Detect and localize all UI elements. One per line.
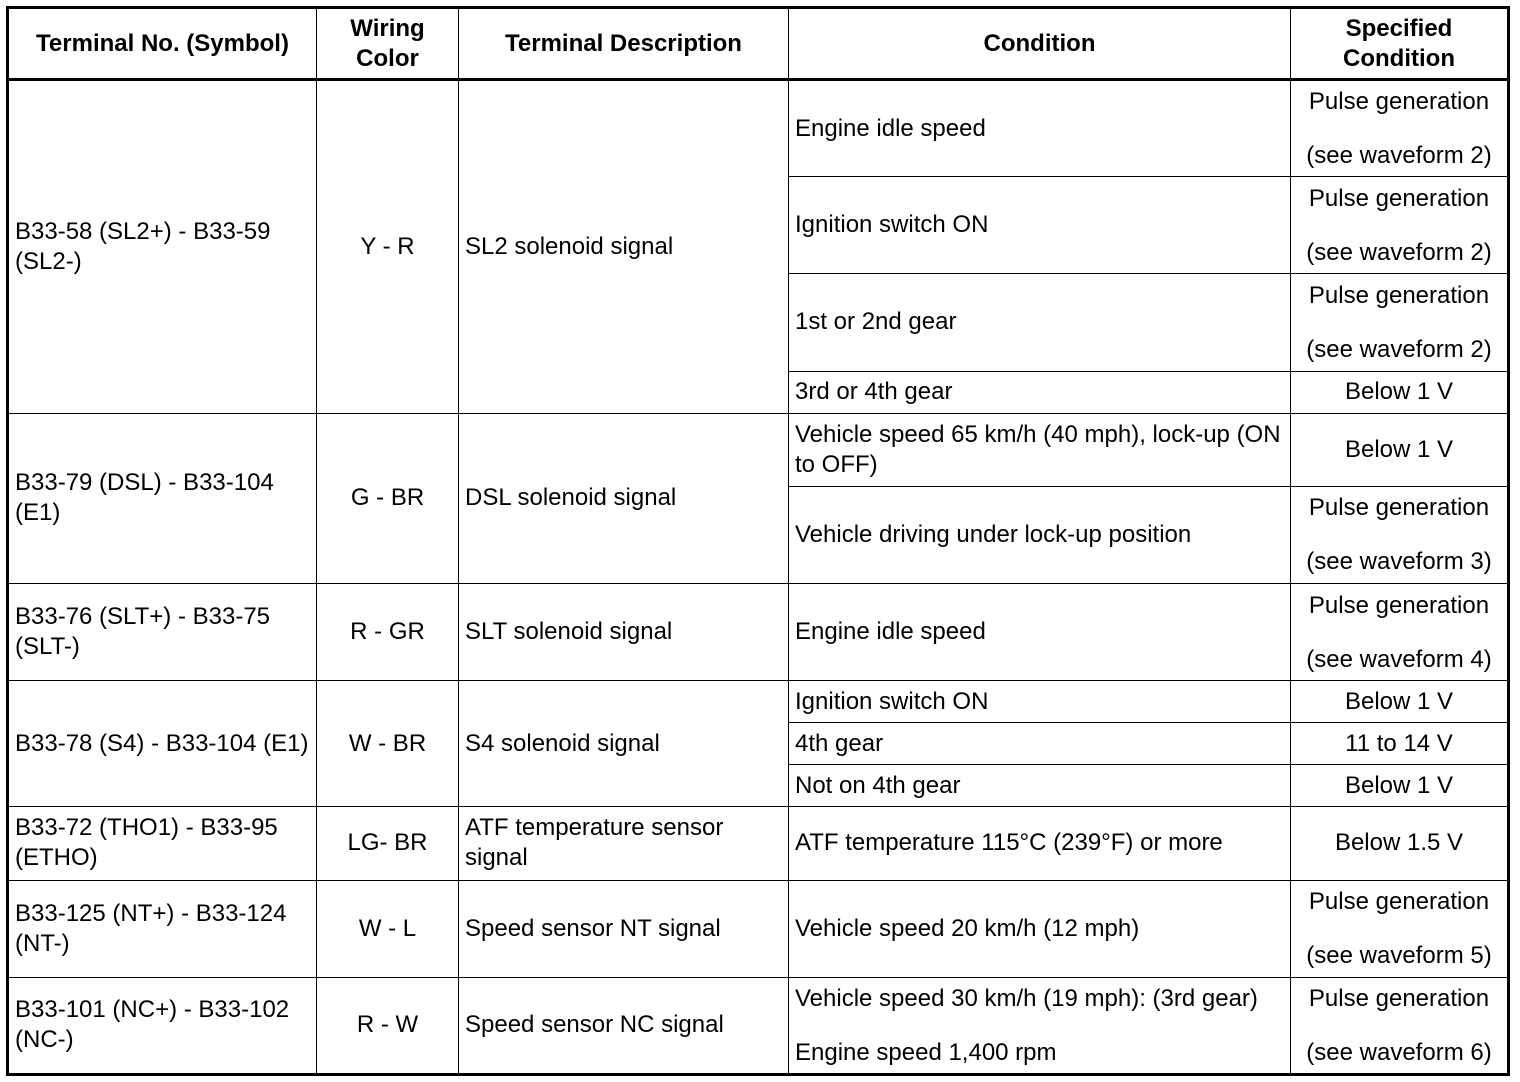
- condition-line-1: Vehicle speed 30 km/h (19 mph): (3rd gear): [795, 984, 1258, 1012]
- wiring-color-cell: R - W: [317, 977, 459, 1074]
- specified-condition-cell: Below 1 V: [1291, 371, 1509, 413]
- specified-condition-cell: [1291, 80, 1509, 177]
- spec-line-1: Pulse generation: [1308, 494, 1490, 522]
- condition-cell: Engine idle speed: [789, 583, 1291, 680]
- specified-condition-cell: [1291, 880, 1509, 977]
- wiring-color-cell: G - BR: [317, 413, 459, 583]
- terminal-cell: B33-101 (NC+) - B33-102 (NC-): [8, 977, 317, 1074]
- header-specified-condition: Specified Condition: [1291, 8, 1509, 80]
- spec-line-1: Pulse generation: [1308, 88, 1490, 116]
- description-cell: SLT solenoid signal: [459, 583, 789, 680]
- condition-cell: Ignition switch ON: [789, 681, 1291, 723]
- spec-line-1: Pulse generation: [1308, 888, 1490, 916]
- description-cell: Speed sensor NT signal: [459, 880, 789, 977]
- specified-condition-cell: Below 1.5 V: [1291, 807, 1509, 880]
- spec-line-2: (see waveform 5): [1306, 942, 1492, 970]
- wiring-color-cell: W - BR: [317, 681, 459, 807]
- terminal-spec-table: [6, 6, 1510, 1076]
- condition-cell: 3rd or 4th gear: [789, 371, 1291, 413]
- wiring-color-cell: W - L: [317, 880, 459, 977]
- spec-line-1: Pulse generation: [1308, 591, 1490, 619]
- description-cell: SL2 solenoid signal: [459, 80, 789, 414]
- condition-line-2: Engine speed 1,400 rpm: [795, 1038, 1057, 1066]
- wiring-color-cell: LG- BR: [317, 807, 459, 880]
- condition-cell: Vehicle driving under lock-up position: [789, 486, 1291, 583]
- table-row: [8, 807, 1509, 880]
- condition-cell: Not on 4th gear: [789, 765, 1291, 807]
- spec-line-2: (see waveform 3): [1306, 548, 1492, 576]
- header-condition: Condition: [789, 8, 1291, 80]
- specified-condition-cell: 11 to 14 V: [1291, 723, 1509, 765]
- spec-line-2: (see waveform 2): [1306, 238, 1492, 266]
- header-terminal-description: Terminal Description: [459, 8, 789, 80]
- description-cell: DSL solenoid signal: [459, 413, 789, 583]
- header-wiring-color: Wiring Color: [317, 8, 459, 80]
- spec-line-1: Pulse generation: [1308, 281, 1490, 309]
- spec-line-1: Pulse generation: [1308, 984, 1490, 1012]
- condition-cell: Engine idle speed: [789, 80, 1291, 177]
- condition-cell: [789, 977, 1291, 1074]
- spec-line-2: (see waveform 4): [1306, 645, 1492, 673]
- condition-cell: Vehicle speed 65 km/h (40 mph), lock-up (ON to OFF): [789, 413, 1291, 486]
- spec-line-2: (see waveform 2): [1306, 335, 1492, 363]
- condition-cell: Ignition switch ON: [789, 177, 1291, 274]
- terminal-cell: B33-58 (SL2+) - B33-59 (SL2-): [8, 80, 317, 414]
- condition-cell: Vehicle speed 20 km/h (12 mph): [789, 880, 1291, 977]
- table-row: [8, 977, 1509, 1074]
- condition-cell: 4th gear: [789, 723, 1291, 765]
- wiring-color-cell: Y - R: [317, 80, 459, 414]
- terminal-cell: B33-79 (DSL) - B33-104 (E1): [8, 413, 317, 583]
- specified-condition-cell: [1291, 274, 1509, 371]
- spec-line-2: (see waveform 2): [1306, 142, 1492, 170]
- terminal-cell: B33-72 (THO1) - B33-95 (ETHO): [8, 807, 317, 880]
- description-cell: S4 solenoid signal: [459, 681, 789, 807]
- specified-condition-cell: Below 1 V: [1291, 681, 1509, 723]
- specified-condition-cell: [1291, 583, 1509, 680]
- header-row: [8, 8, 1509, 80]
- spec-line-1: Pulse generation: [1308, 184, 1490, 212]
- terminal-cell: B33-78 (S4) - B33-104 (E1): [8, 681, 317, 807]
- specified-condition-cell: Below 1 V: [1291, 765, 1509, 807]
- table-row: [8, 80, 1509, 177]
- description-cell: ATF temperature sensor signal: [459, 807, 789, 880]
- specified-condition-cell: Below 1 V: [1291, 413, 1509, 486]
- header-terminal: Terminal No. (Symbol): [8, 8, 317, 80]
- terminal-cell: B33-76 (SLT+) - B33-75 (SLT-): [8, 583, 317, 680]
- condition-cell: ATF temperature 115°C (239°F) or more: [789, 807, 1291, 880]
- specified-condition-cell: [1291, 977, 1509, 1074]
- table-row: [8, 583, 1509, 680]
- table-row: [8, 880, 1509, 977]
- specified-condition-cell: [1291, 486, 1509, 583]
- terminal-cell: B33-125 (NT+) - B33-124 (NT-): [8, 880, 317, 977]
- description-cell: Speed sensor NC signal: [459, 977, 789, 1074]
- condition-cell: 1st or 2nd gear: [789, 274, 1291, 371]
- table-row: [8, 681, 1509, 723]
- wiring-color-cell: R - GR: [317, 583, 459, 680]
- spec-line-2: (see waveform 6): [1306, 1038, 1492, 1066]
- table-row: [8, 413, 1509, 486]
- specified-condition-cell: [1291, 177, 1509, 274]
